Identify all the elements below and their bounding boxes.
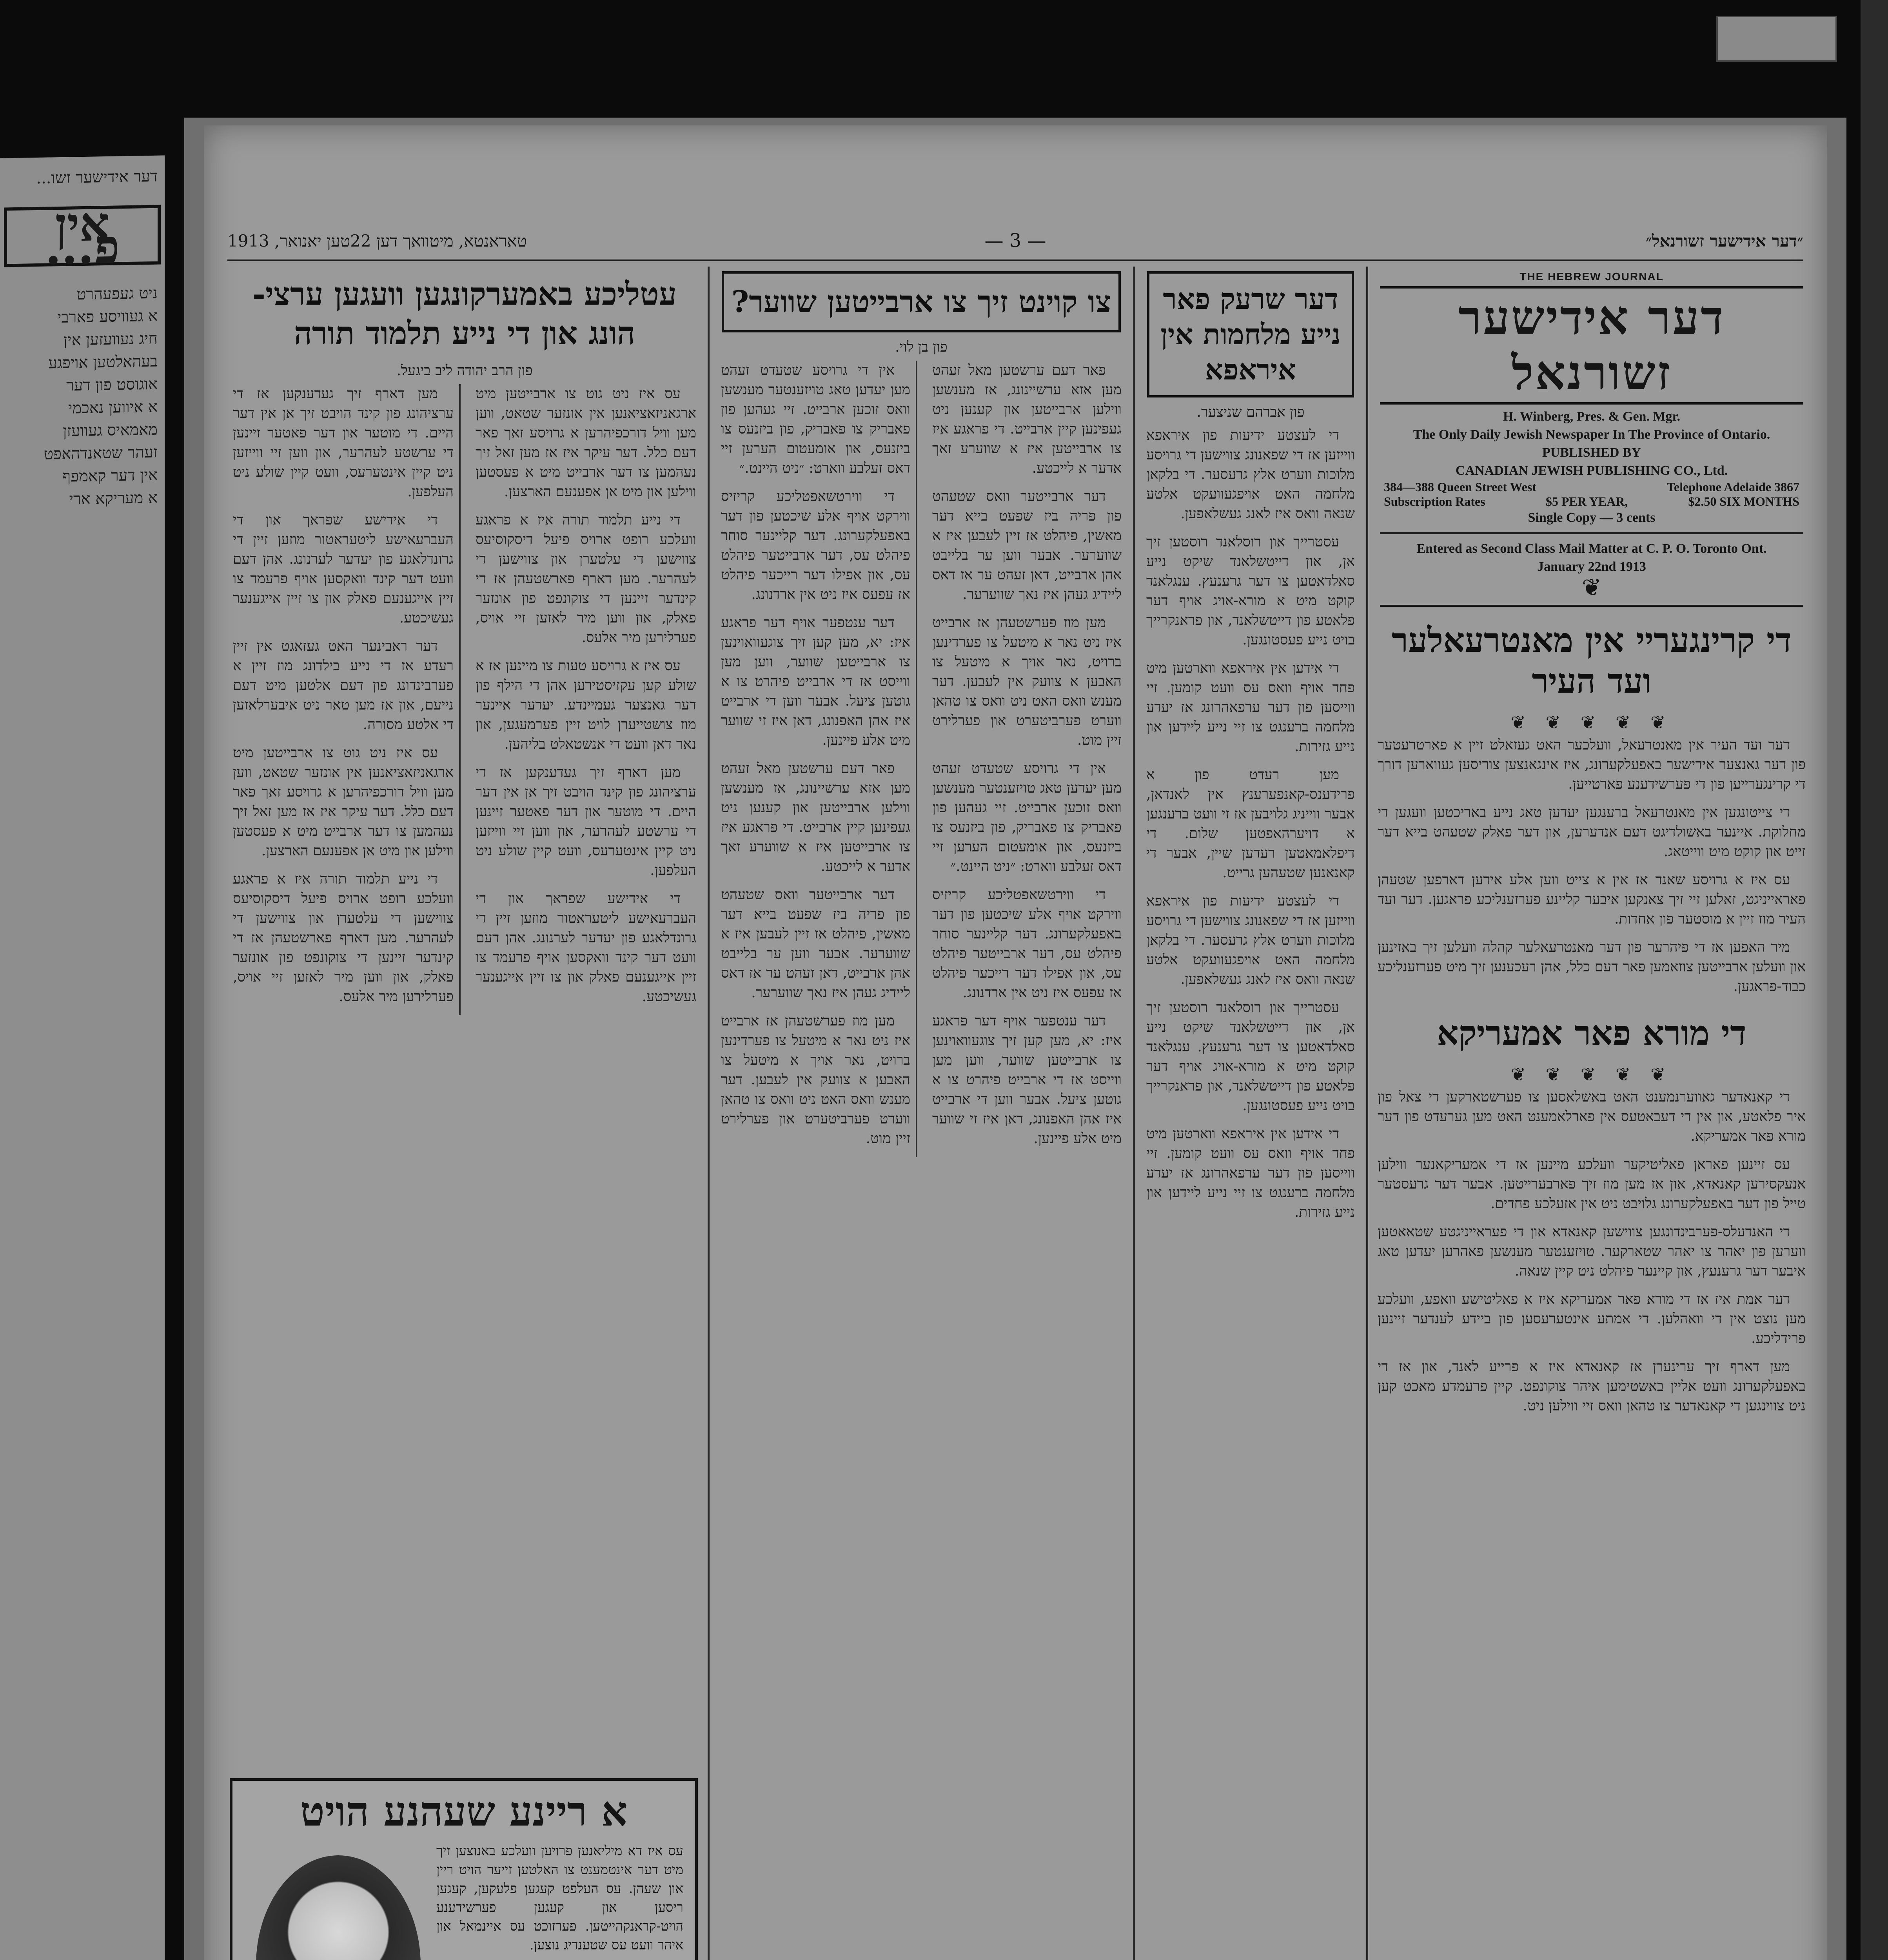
paragraph: דער ענטפער אויף דער פראגע איז: יא, מען קען זיך צוגעוואוינען צו ארבייטען שווער, ווען מען ווייסט אז די ארבייט פיהרט צו א גוטען ציעל. אבער ווען די ארבייט איז אהן האפנונג, דאן איז זי שווער מיט אלע פיינען. xyxy=(721,615,910,748)
paragraph: די ווירטשאפטליכע קריזיס ווירקט אויף אלע שיכטען פון דער באפעלקערונג. דער קליינער סוחר פיהלט עס, דער ארבייטער פיהלט עס, און אפילו דער רייכער פיהלט אז עפעס איז ניט אין ארדנונג. xyxy=(932,887,1122,1001)
masthead-divider-bottom xyxy=(1380,605,1803,607)
ad-title: א ריינע שעהנע הויט xyxy=(300,1787,628,1835)
paragraph: דער ראבינער האט געזאגט אין זיין רעדע אז די נייע בילדונג מוז זיין א פערבינדונג פון דעם אלטען מיט דעם נייעם, און אז מען טאר ניט איבערלאזען די אלטע מסורה. xyxy=(233,638,454,733)
paragraph: די לעצטע ידיעות פון איראפא ווייזען אז די שפאנונג צווישען די גרויסע מלוכות ווערט אלץ גרעסער. די בלקאן מלחמה האט אויפגעוועקט אלטע שנאה וואס איז לאנג געשלאפען. xyxy=(1146,893,1355,987)
byline-war: פון אברהם שניצער. xyxy=(1196,404,1305,420)
headline-kringeray: די קרינגעריי אין מאנטרעאלער ועד העיר xyxy=(1392,621,1792,701)
paragraph: די אידען אין איראפא ווארטען מיט פחד אויף וואס עס וועט קומען. זיי ווייסען פון דער ערפאהרונג אז יעדע מלחמה ברענגט צו זיי נייע ליידען און נייע גזירות. xyxy=(1146,660,1355,755)
column-rule xyxy=(708,267,710,1960)
article-war-body xyxy=(1141,426,1360,1222)
paragraph: אין די גרויסע שטעדט זעהט מען יעדען טאג טויזענטער מענשען וואס זוכען ארבייט. זיי געהען פון פאבריק צו פאבריק, פון ביזנעס צו ביזנעס, און אומעטום הערען זיי דאס זעלבע ווארט: ״ניט היינט.״ xyxy=(932,760,1122,875)
paragraph: פאר דעם ערשטען מאל זעהט מען אזא ערשיינונג, אז מענשען ווילען ארבייטען און קענען ניט געפינען קיין ארבייט. די פראגע איז צו ארבייטען איז א שווערע זאך אדער א לייכטע. xyxy=(721,760,910,875)
headline-war: דער שרעק פאר נייע מלחמות אין איראפא xyxy=(1147,271,1354,397)
article-education-body-a xyxy=(470,384,702,1015)
paragraph: עס זיינען פאראן פאליטיקער וועלכע מיינען אז די אמעריקאנער ווילען אנעקסירען קאנאדא, און אז מען מוז זיך פארבערייטען. אבער דער גרעסטער טייל פון דער באפעלקערונג גלויבט ניט אין אזעלכע פחדים. xyxy=(1378,1156,1806,1212)
article-work-body-a xyxy=(927,361,1127,1157)
newspaper-page xyxy=(204,125,1827,1960)
advertisement-ointment xyxy=(230,1778,698,1960)
page-number: — 3 — xyxy=(984,230,1046,252)
paragraph: דער אמת איז אז די מורא פאר אמעריקא איז א פאליטישע וואפע, וועלכע מען נוצט אין די וואהלען. די אמתע אינטערעסען פון ביידע לענדער זיינען פרידליכע. xyxy=(1378,1291,1806,1347)
paragraph: די אידישע שפראך און די העברעאישע ליטעראטור מוזען זיין די גרונדלאגע פון יעדער לערנונג. אהן דעם וועט דער קינד וואקסען אויף פרעמד צו זיין אייגענעם פאלק און צו זיין אייגענער געשיכטע. xyxy=(476,891,696,1005)
paragraph: עס איז א גרויסע טעות צו מיינען אז א שולע קען עקזיסטירען אהן די הילף פון דער גאנצער געמיינדע. יעדער איינער מוז צושטייערן לויט זיין פערמעגען, און נאר דאן וועט די אנשטאלט בליהען. xyxy=(476,658,696,752)
paragraph: עס איז א גרויסע שאנד אז אין א צייט ווען אלע אידען דארפען שטעהן פאראייניגט, זאלען זיי זיך צאנקען איבער קליינע פערזענליכע פראגען. דער ועד העיר מוז זיין א מוסטער פון אחדות. xyxy=(1378,872,1806,927)
masthead-telephone: Telephone Adelaide 3867 xyxy=(1667,480,1799,494)
fragment-headline: אין פ... xyxy=(4,205,161,267)
paragraph: די אידישע שפראך און די העברעאישע ליטעראטור מוזען זיין די גרונדלאגע פון יעדער לערנונג. אהן דעם וועט דער קינד וואקסען אויף פרעמד צו זיין אייגענעם פאלק און צו זיין אייגענער געשיכטע. xyxy=(233,512,454,626)
article-work-body-b xyxy=(715,361,917,1157)
column-education xyxy=(227,267,702,1772)
running-head-date: טאראנטא, מיטוואך דען 22טען יאנואר, 1913 xyxy=(227,231,527,250)
paragraph: מען דארף זיך ערינערן אז קאנאדא איז א פרייע לאנד, און אז די באפעלקערונג וועט אליין באשטימען איהר צוקונפט. קיין פרעמדע מאכט קען ניט צווינגען די קאנאדער צו טהאן וואס זיי ווילען ניט. xyxy=(1378,1359,1806,1414)
masthead-owner: H. Winberg, Pres. & Gen. Mgr. xyxy=(1503,409,1681,424)
paragraph: די האנדעלס-פערבינדונגען צווישען קאנאדא און די פעראייניגטע שטאאטען ווערען פון יאהר צו יאהר שטארקער. טויזענטער מענשען פאהרען יעדען טאג איבער דער גרענעץ, און קיינער פיהלט ניט קיין שנאה. xyxy=(1378,1224,1806,1279)
paragraph: די נייע תלמוד תורה איז א פראגע וועלכע רופט ארויס פיעל דיסקוסיעס צווישען די עלטערן און צווישען די לעהרער. מען דארף פארשטעהן אז די קינדער זיינען די צוקונפט פון אונזער פאלק, און ווען מיר לאזען זיי אויס, פערלירען מיר אלעס. xyxy=(476,512,696,646)
column-rule xyxy=(1133,267,1135,1960)
headline-education: עטליכע באמערקונגען וועגען ערצי- הונג און די נייע תלמוד תורה xyxy=(252,276,677,352)
ad-body: עס איז דא מיליאנען פרויען וועלכע באנוצען זיך מיט דער אינטמענט צו האלטען זייער הויט ריין און שעהן. עס העלפט קעגען פלעקען, קעגען ריסען און קעגען פערשידענע הויט-קראנקהייטען. פערזוכט עס איינמאל און איהר וועט עס שטענדיג נוצען. xyxy=(436,1843,683,1953)
column-work xyxy=(715,267,1127,1960)
running-head xyxy=(227,227,1803,261)
column-rule xyxy=(1366,267,1368,1960)
paragraph: די קאנאדער גאווערנמענט האט באשלאסען צו פערשטארקען די צאל פון איר פלאטע, און אין די דעבאטעס אין פארלאמענט האט מען גערעדט פון דער מורא פאר אמעריקא. xyxy=(1378,1089,1806,1144)
adjacent-page-fragment xyxy=(0,155,165,1960)
issue-date: January 22nd 1913 xyxy=(1537,559,1646,574)
article-fear-america-body xyxy=(1372,1087,1811,1416)
paragraph: אין די גרויסע שטעדט זעהט מען יעדען טאג טויזענטער מענשען וואס זוכען ארבייט. זיי געהען פון פאבריק צו פאבריק, פון ביזנעס צו ביזנעס, און אומעטום הערען זיי דאס זעלבע ווארט: ״ניט היינט.״ xyxy=(721,362,910,476)
masthead-address: 384—388 Queen Street West xyxy=(1384,480,1536,494)
paragraph: דער ארבייטער וואס שטעהט פון פריה ביז שפעט בייא דער מאשין, פיהלט אז זיין לעבען איז א שווערער. אבער ווען ער בלייבט אהן ארבייט, דאן זעהט ער אז דאס ליידיג געהן איז נאך שווערער. xyxy=(932,488,1122,603)
column-masthead xyxy=(1372,267,1811,1960)
dingbat-divider: ❦ ❦ ❦ ❦ ❦ xyxy=(1510,712,1673,733)
rate-year: $5 PER YEAR, xyxy=(1545,494,1628,508)
headline-work: צו קוינט זיך צו ארבייטען שווער? xyxy=(722,271,1121,332)
paragraph: מען רעדט פון א פרידענס-קאנפערענץ אין לאנדאן, אבער ווייניג גלויבען אז זי וועט ברענגען א דויערהאפטען שלום. די דיפלאמאטען רעדען שיין, אבער די קאנאנען שטעהען גרייט. xyxy=(1146,767,1355,881)
running-head-title: ״דער אידישער זשורנאל״ xyxy=(1645,231,1803,250)
single-copy-price: Single Copy — 3 cents xyxy=(1528,510,1656,525)
paragraph: די אידען אין איראפא ווארטען מיט פחד אויף וואס עס וועט קומען. זיי ווייסען פון דער ערפאהרונג אז יעדע מלחמה ברענגט צו זיי נייע ליידען און נייע גזירות. xyxy=(1146,1126,1355,1220)
masthead-only-line: The Only Daily Jewish Newspaper In The Province of Ontario. xyxy=(1413,427,1770,442)
paragraph: מען מוז פערשטעהן אז ארבייט איז ניט נאר א מיטעל צו פערדינען ברויט, נאר אויך א מיטעל צו האבען א צוועק אין לעבען. דער מענש וואס האט ניט וואס צו טהאן ווערט פערביטערט און פערלירט זיין מוט. xyxy=(932,615,1122,748)
article-education-body-b xyxy=(227,384,461,1015)
archive-tab xyxy=(1716,16,1837,62)
education-columns xyxy=(227,384,702,1015)
work-columns xyxy=(715,361,1127,1157)
masthead-published-by: PUBLISHED BY xyxy=(1542,445,1641,460)
byline-education: פון הרב יהודה ליב ביגעל. xyxy=(396,363,533,379)
paragraph: די נייע תלמוד תורה איז א פראגע וועלכע רופט ארויס פיעל דיסקוסיעס צווישען די עלטערן און צווישען די לעהרער. מען דארף פארשטעהן אז די קינדער זיינען די צוקונפט פון אונזער פאלק, און ווען מיר לאזען זיי אויס, פערלירען מיר אלעס. xyxy=(233,871,454,1005)
paragraph: מען דארף זיך געדענקען אז די ערציהונג פון קינד הויבט זיך אן אין דער היים. די מוטער און דער פאטער זיינען די ערשטע לעהרער, און ווען זיי ווייזען ניט קיין אינטערעס, וועט קיין שולע ניט העלפען. xyxy=(233,386,454,500)
byline-work: פון בן לוי. xyxy=(895,339,948,355)
paragraph: עס איז ניט גוט צו ארבייטען מיט ארגאניזאציאנען אין אונזער שטאט, ווען מען וויל דורכפיהרען א גרויסע זאך פאר דעם כלל. דער עיקר איז אז מען זאל זיך נעהמען צו דער ארבייט מיט א פעסטען ווילען און מיט אן אפענעם הארצען. xyxy=(476,386,696,500)
masthead-title: דער אידישער זשורנאל xyxy=(1380,286,1803,405)
paragraph: די ווירטשאפטליכע קריזיס ווירקט אויף אלע שיכטען פון דער באפעלקערונג. דער קליינער סוחר פיהלט עס, דער ארבייטער פיהלט עס, און אפילו דער רייכער פיהלט אז עפעס איז ניט אין ארדנונג. xyxy=(721,488,910,603)
paragraph: עס איז ניט גוט צו ארבייטען מיט ארגאניזאציאנען אין אונזער שטאט, ווען מען וויל דורכפיהרען א גרויסע זאך פאר דעם כלל. דער עיקר איז אז מען זאל זיך נעהמען צו דער ארבייט מיט א פעסטען ווילען און מיט אן אפענעם הארצען. xyxy=(233,745,454,859)
paragraph: מיר האפען אז די פיהרער פון דער מאנטרעאלער קהלה וועלען זיך באזינען און וועלען ארבייטען צוזאמען פאר דעם כלל, אהן רעכענען זיך מיט פערזענליכע כבוד-פראגען. xyxy=(1378,939,1806,995)
masthead-english-title: THE HEBREW JOURNAL xyxy=(1519,270,1664,283)
headline-fear-america: די מורא פאר אמעריקא xyxy=(1437,1013,1746,1053)
paragraph: עסטרייך און רוסלאנד רוסטען זיך אן, און דייטשלאנד שיקט נייע סאלדאטען צו דער גרענעץ. ענגלאנד קוקט מיט א מורא-אויג אויף דער פלאטע פון דייטשלאנד, און פראנקרייך בויט נייע פעסטונגען. xyxy=(1146,1000,1355,1114)
article-kringeray-body xyxy=(1372,735,1811,996)
masthead-address-row xyxy=(1380,480,1803,494)
paragraph: עסטרייך און רוסלאנד רוסטען זיך אן, און דייטשלאנד שיקט נייע סאלדאטען צו דער גרענעץ. ענגלאנד קוקט מיט א מורא-אויג אויף דער פלאטע פון דייטשלאנד, און פראנקרייך בויט נייע פעסטונגען. xyxy=(1146,534,1355,648)
scan-edge xyxy=(1861,0,1888,1960)
paragraph: דער ענטפער אויף דער פראגע איז: יא, מען קען זיך צוגעוואוינען צו ארבייטען שווער, ווען מען ווייסט אז די ארבייט פיהרט צו א גוטען ציעל. אבער ווען די ארבייט איז אהן האפנונג, דאן איז זי שווער מיט אלע פיינען. xyxy=(932,1013,1122,1147)
column-war xyxy=(1141,267,1360,1960)
mail-matter-notice: Entered as Second Class Mail Matter at C. P. O. Toronto Ont. xyxy=(1416,541,1767,556)
paragraph: דער ועד העיר אין מאנטרעאל, וועלכער האט געזאלט זיין א פארטרעטער פון דער גאנצער אידישער באפעלקערונג, איז אינגאנצען צוריסען געווארען דורך די קרינגערייען פון די פערשידענע פארטייען. xyxy=(1378,737,1806,792)
masthead xyxy=(1372,267,1811,607)
paragraph: די לעצטע ידיעות פון איראפא ווייזען אז די שפאנונג צווישען די גרויסע מלוכות ווערט אלץ גרעסער. די בלקאן מלחמה האט אויפגעוועקט אלטע שנאה וואס איז לאנג געשלאפען. xyxy=(1146,427,1355,522)
dingbat-divider: ❦ ❦ ❦ ❦ ❦ xyxy=(1510,1064,1673,1085)
fragment-running-head: דער אידישער זשו... xyxy=(36,167,158,188)
masthead-company: CANADIAN JEWISH PUBLISHING CO., Ltd. xyxy=(1455,463,1728,478)
masthead-rates-row xyxy=(1380,494,1803,509)
paragraph: פאר דעם ערשטען מאל זעהט מען אזא ערשיינונג, אז מענשען ווילען ארבייטען און קענען ניט געפינען קיין ארבייט. די פראגע איז צו ארבייטען איז א שווערע זאך אדער א לייכטע. xyxy=(932,362,1122,476)
rate-six-months: $2.50 SIX MONTHS xyxy=(1688,494,1799,508)
paragraph: מען מוז פערשטעהן אז ארבייט איז ניט נאר א מיטעל צו פערדינען ברויט, נאר אויך א מיטעל צו האבען א צוועק אין לעבען. דער מענש וואס האט ניט וואס צו טהאן ווערט פערביטערט און פערלירט זיין מוט. xyxy=(721,1013,910,1147)
masthead-divider xyxy=(1380,532,1803,534)
ornament-icon: ❦ xyxy=(1581,574,1602,601)
paragraph: די צייטונגען אין מאנטרעאל ברענגען יעדען טאג נייע באריכטען וועגען די מחלוקת. איינער באשולדיגט דעם אנדערען, און דער פאלק שטעהט בייא דער זייט און קוקט מיט ווייטאג. xyxy=(1378,804,1806,860)
subscription-label: Subscription Rates xyxy=(1384,494,1485,508)
paragraph: דער ארבייטער וואס שטעהט פון פריה ביז שפעט בייא דער מאשין, פיהלט אז זיין לעבען איז א שווערער. אבער ווען ער בלייבט אהן ארבייט, דאן זעהט ער אז דאס ליידיג געהן איז נאך שווערער. xyxy=(721,887,910,1001)
paragraph: מען דארף זיך געדענקען אז די ערציהונג פון קינד הויבט זיך אן אין דער היים. די מוטער און דער פאטער זיינען די ערשטע לעהרער, און ווען זיי ווייזען ניט קיין אינטערעס, וועט קיין שולע ניט העלפען. xyxy=(476,764,696,878)
fragment-text: ניט געפעהרט א געוויסע פארבי חיג נעוועזען אין בעהאלטען אויפגע אוגוסט פון דער א איווען נאכמי מאמאיס געוועזן זעהר שטאנדהאפט אין דער קאמפף א מעריקא ארי xyxy=(44,284,158,508)
